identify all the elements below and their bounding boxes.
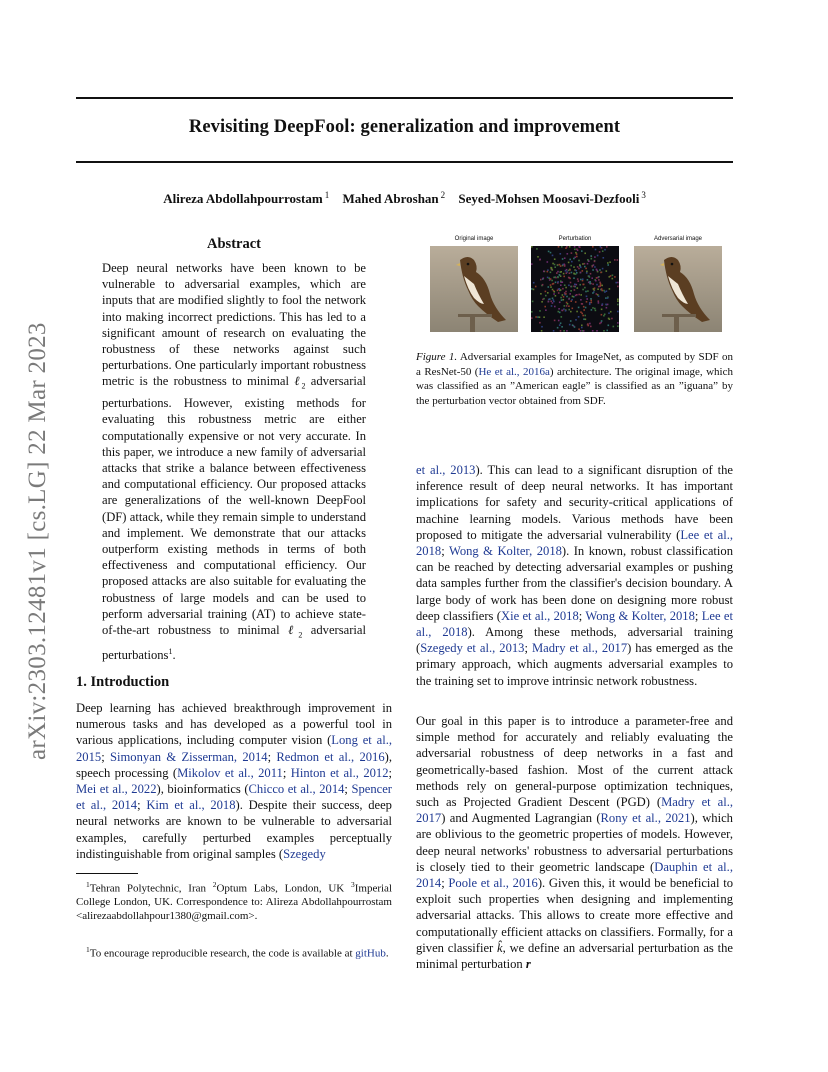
text-run: ;: [524, 641, 532, 656]
text-run: ), bioinformatics (: [156, 782, 249, 797]
citation-link[interactable]: Simonyan & Zisserman, 2014: [110, 749, 268, 764]
citation-link[interactable]: Lee et al., 2018: [416, 608, 734, 640]
panel-label-adversarial: Adversarial image: [653, 236, 703, 242]
citation-link[interactable]: Poole et al., 2016: [448, 876, 538, 891]
text-run: Deep learning has achieved breakthrough improvement in numerous tasks and has developed as a powerful tool in various applications, including computer vision (: [76, 701, 392, 748]
citation-link[interactable]: Mikolov et al., 2011: [177, 765, 283, 780]
citation-link[interactable]: Xie et al., 2018: [500, 608, 579, 623]
text-run: , we define an adversarial perturbation as the minimal perturbation: [416, 940, 734, 972]
text-run: ;: [267, 749, 277, 764]
citation-link[interactable]: Redmon et al., 2016: [276, 749, 385, 764]
text-run: ;: [282, 765, 291, 780]
author-2: Mahed Abroshan $^2$: [342, 190, 446, 207]
panel-label-original: Original image: [454, 236, 494, 242]
intro-paragraph-1-continued: [416, 462, 733, 689]
text-run: ) has emerged as the primary approach, which augments adversarial examples to the training set to improve intrinsic network robustness.: [416, 641, 734, 688]
text-run: ), speech processing (: [76, 749, 392, 780]
citation-link[interactable]: Wong & Kolter, 2018: [448, 544, 562, 559]
citation-link[interactable]: Rony et al., 2021: [600, 811, 691, 826]
adversarial-image: [634, 246, 722, 332]
footnote-rule: [76, 873, 138, 874]
text-run: ;: [694, 608, 702, 623]
panel-label-perturbation: Perturbation: [558, 236, 592, 242]
title-bottom-rule: [76, 161, 733, 163]
affiliation-footnote: $^1$Tehran Polytechnic, Iran $^2$Optum Labs, London, UK $^3$Imperial College London, UK. Correspondence to: Alireza Abdollahpourrostam <alirezaabdollahpour1380@gmail.com>.: [76, 880, 392, 923]
math-symbol: k̂: [497, 940, 503, 955]
math-symbol: r: [525, 957, 531, 972]
text-run: ;: [344, 782, 352, 797]
text-run: ;: [388, 765, 393, 780]
code-footnote: $^1$To encourage reproducible research, the code is available at gitHub.: [86, 945, 389, 960]
text-run: ;: [578, 608, 586, 623]
citation-link[interactable]: Kim et al., 2018: [146, 798, 236, 813]
text-run: ;: [101, 749, 110, 764]
figure-1: [416, 236, 733, 336]
abstract-heading: Abstract: [207, 236, 261, 252]
top-rule: [76, 97, 733, 99]
arxiv-stamp: arXiv:2303.12481v1 [cs.LG] 22 Mar 2023: [24, 322, 51, 760]
citation-link[interactable]: Long et al., 2015: [76, 733, 392, 764]
citation-link[interactable]: Wong & Kolter, 2018: [585, 608, 695, 623]
text-run: ). This can lead to a significant disruption of the inference result of deep neural networks. It has important implications for safety and security-critical applications of machine learning models. Various methods have been proposed to mitigate the adversarial vulnerability (: [416, 463, 733, 542]
paper-title: Revisiting DeepFool: generalization and improvement: [188, 117, 621, 137]
text-run: ), which are oblivious to the geometric properties of models. However, deep neural networks' robustness to adversarial perturbations is closely tied to their geometric landscape (: [416, 811, 733, 874]
citation-link[interactable]: Mei et al., 2022: [76, 782, 157, 797]
figure-citation[interactable]: He et al., 2016a: [478, 365, 550, 378]
text-run: ;: [137, 798, 147, 813]
text-run: ). Despite their success, deep neural networks are known to be vulnerable to adversarial examples, carefully perturbed examples perceptually indistinguishable from original samples (: [76, 798, 392, 861]
abstract-text: Deep neural networks have been known to be vulnerable to adversarial examples, which are inputs that are modified slightly to fool the network into making incorrect predictions. This has led to a significant amount of research on evaluating the robustness of these networks against such perturbations. One particularly important robustness metric is the robustness to minimal ℓ$_2$ adversarial perturbations. However, existing methods for evaluating this robustness metric are either computationally expensive or not very accurate. In this paper, we introduce a new family of adversarial attacks that strike a balance between effectiveness and computational efficiency. Our proposed attacks are generalizations of the well-known DeepFool (DF) attack, while they remain simple to understand and implement. We demonstrate that our attacks outperform existing methods in terms of both effectiveness and computational efficiency. Our proposed attacks are also suitable for evaluating the robustness of large models and can be used to perform adversarial training (AT) to achieve state-of-the-art robustness to minimal ℓ$_2$ adversarial perturbations$^1$.: [102, 261, 367, 662]
original-image: [430, 246, 518, 332]
author-3: Seyed-Mohsen Moosavi-Dezfooli $^3$: [458, 190, 646, 207]
text-run: ;: [441, 876, 449, 891]
citation-link[interactable]: Spencer et al., 2014: [76, 782, 392, 813]
intro-paragraph-2: [416, 713, 733, 972]
text-run: ). Given this, it would be beneficial to exploit such properties when designing and implementing adversarial attacks. This allows to create more effective and computationally efficient attacks on classifiers. Formally, for a given classifier: [416, 876, 734, 955]
text-run: ;: [441, 544, 449, 559]
github-link[interactable]: gitHub: [355, 947, 386, 960]
text-run: ). In known, robust classification can be reached by detecting adversarial examples or pushing data samples further from the classifier's decision boundary. A large body of work has been done on designing more robust deep classifiers (: [416, 544, 733, 623]
citation-link[interactable]: et al., 2013: [416, 463, 476, 477]
text-run: ). Among these methods, adversarial training (: [416, 625, 733, 656]
citation-link[interactable]: Lee et al., 2018: [416, 527, 733, 559]
author-list: [76, 190, 733, 207]
citation-link[interactable]: Szegedy et al., 2013: [420, 641, 525, 656]
author-1: Alireza Abdollahpourrostam $^1$: [163, 190, 330, 207]
citation-link[interactable]: Hinton et al., 2012: [290, 765, 389, 780]
citation-link[interactable]: Madry et al., 2017: [416, 795, 733, 826]
text-run: ) and Augmented Lagrangian (: [441, 811, 601, 826]
citation-link[interactable]: Szegedy: [283, 846, 326, 861]
citation-link[interactable]: Dauphin et al., 2014: [416, 859, 733, 891]
text-run: Our goal in this paper is to introduce a parameter-free and simple method for accurately and reliably evaluating the adversarial robustness of deep networks in a fast and geometrically-based fashion. Most of the current attack methods rely on general-purpose optimization techniques, such as Projected Gradient Descent (PGD) (: [416, 714, 733, 810]
figure-1-caption: Figure 1. Adversarial examples for ImageNet, as computed by SDF on a ResNet-50 (He et al., 2016a) architecture. The original image, which was classified as an ”American eagle” is classified as an ”iguana” by the perturbation vector obtained from SDF.: [416, 351, 734, 407]
citation-link[interactable]: Madry et al., 2017: [531, 641, 628, 656]
section-heading-introduction: 1. Introduction: [76, 674, 170, 690]
citation-link[interactable]: Chicco et al., 2014: [248, 782, 345, 797]
intro-paragraph-1: [76, 700, 392, 862]
perturbation-image: [531, 246, 619, 332]
